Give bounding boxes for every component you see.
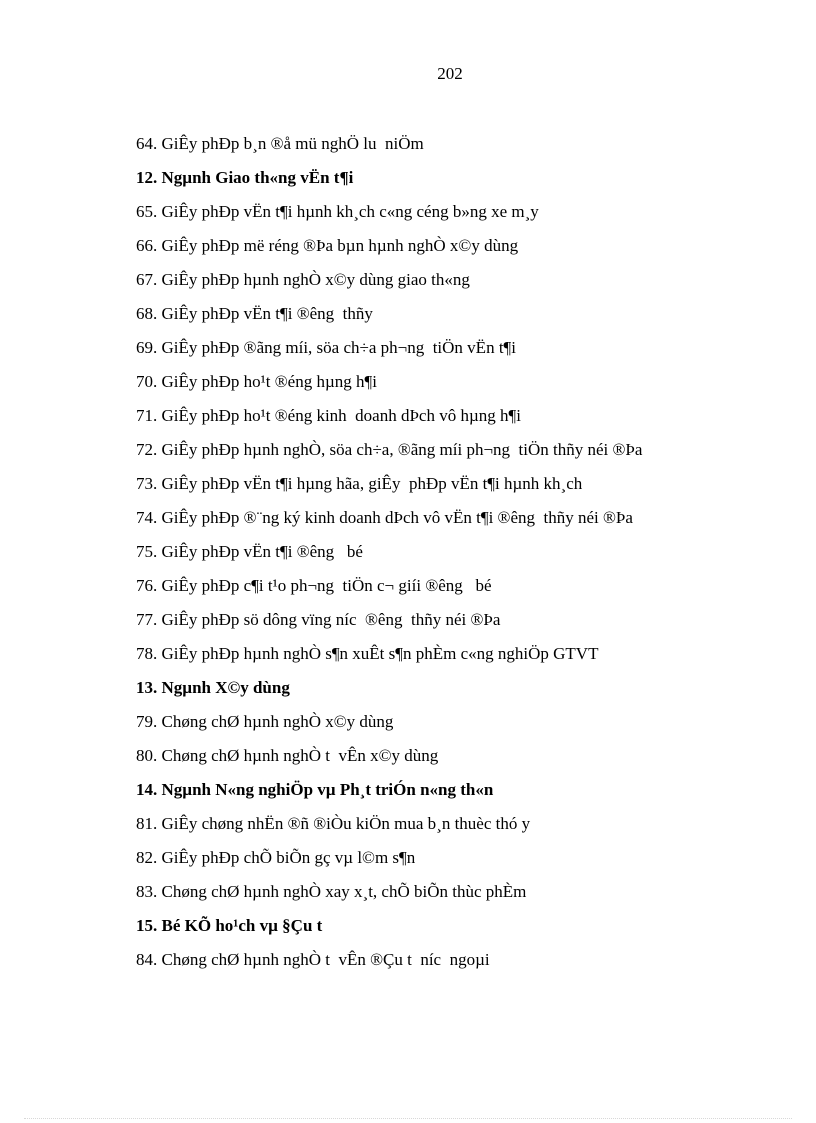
list-item: 76. GiÊy phÐp c¶i t¹o ph¬ng tiÖn c¬ giíi ®êng bé [136,576,492,595]
list-item: 72. GiÊy phÐp hµnh nghÒ, söa ch÷a, ®ãng míi ph¬ng tiÖn thñy néi ®Þa [136,440,643,459]
list-item: 67. GiÊy phÐp hµnh nghÒ x©y dùng giao th«ng [136,270,470,289]
document-body [136,130,776,980]
page-bottom-rule [24,1118,792,1119]
list-item: 74. GiÊy phÐp ®¨ng ký kinh doanh dÞch vô vËn t¶i ®êng thñy néi ®Þa [136,508,633,527]
list-item: 69. GiÊy phÐp ®ãng míi, söa ch÷a ph¬ng tiÖn vËn t¶i [136,338,516,357]
section-heading: 13. Ngµnh X©y dùng [136,678,290,697]
list-item: 81. GiÊy chøng nhËn ®ñ ®iÒu kiÖn mua b¸n thuèc thó y [136,814,531,833]
page-number: 202 [437,64,463,83]
list-item: 80. Chøng chØ hµnh nghÒ t vÊn x©y dùng [136,746,439,765]
section-heading: 15. Bé KÕ ho¹ch vµ §Çu t [136,916,323,935]
list-item: 82. GiÊy phÐp chÕ biÕn gç vµ l©m s¶n [136,848,416,867]
list-item: 70. GiÊy phÐp ho¹t ®éng hµng h¶i [136,372,377,391]
list-item: 77. GiÊy phÐp sö dông vïng níc ®êng thñy néi ®Þa [136,610,501,629]
list-item: 84. Chøng chØ hµnh nghÒ t vÊn ®Çu t níc ngoµi [136,950,490,969]
list-item: 75. GiÊy phÐp vËn t¶i ®êng bé [136,542,363,561]
list-item: 71. GiÊy phÐp ho¹t ®éng kinh doanh dÞch vô hµng h¶i [136,406,521,425]
list-item: 79. Chøng chØ hµnh nghÒ x©y dùng [136,712,394,731]
section-heading: 14. Ngµnh N«ng nghiÖp vµ Ph¸t triÓn n«ng th«n [136,780,494,799]
list-item: 73. GiÊy phÐp vËn t¶i hµng hãa, giÊy phÐp vËn t¶i hµnh kh¸ch [136,474,583,493]
list-item: 65. GiÊy phÐp vËn t¶i hµnh kh¸ch c«ng céng b»ng xe m¸y [136,202,539,221]
list-item: 66. GiÊy phÐp më réng ®Þa bµn hµnh nghÒ x©y dùng [136,236,519,255]
section-heading: 12. Ngµnh Giao th«ng vËn t¶i [136,168,354,187]
list-item: 68. GiÊy phÐp vËn t¶i ®êng thñy [136,304,373,323]
list-item: 78. GiÊy phÐp hµnh nghÒ s¶n xuÊt s¶n phÈm c«ng nghiÖp GTVT [136,644,599,663]
list-item: 64. GiÊy phÐp b¸n ®å mü nghÖ lu niÖm [136,134,424,153]
list-item: 83. Chøng chØ hµnh nghÒ xay x¸t, chÕ biÕn thùc phÈm [136,882,527,901]
